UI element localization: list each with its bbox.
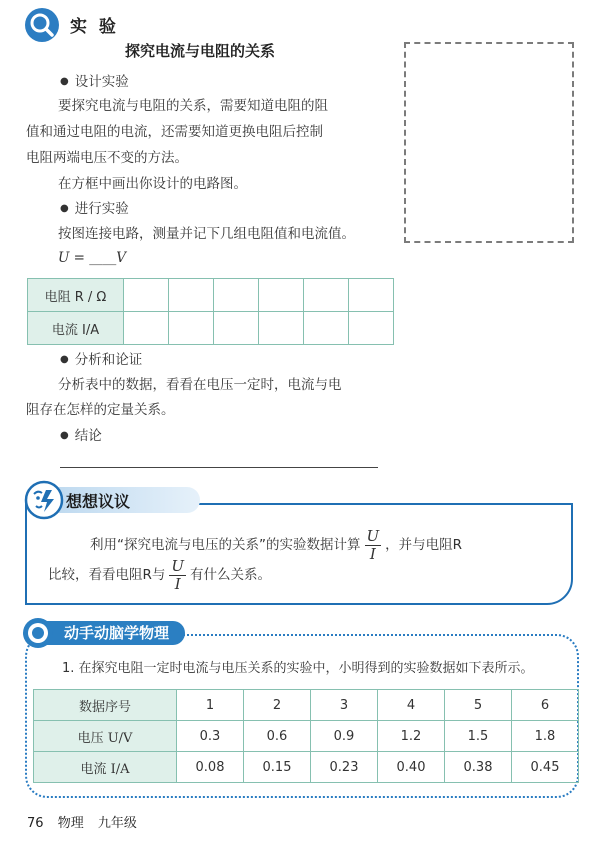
table-cell[interactable] <box>214 312 259 345</box>
table-cell: 0.9 <box>311 721 378 752</box>
page-footer <box>27 812 147 831</box>
table-cell[interactable] <box>259 312 304 345</box>
discuss-line1-tail: ，并与电阻R <box>385 537 463 553</box>
table-row <box>34 690 579 721</box>
resistance-current-table <box>27 278 394 345</box>
conclusion-answer-line[interactable] <box>60 467 378 468</box>
table-cell: 0.23 <box>311 752 378 783</box>
table-header-cell: 3 <box>311 690 378 721</box>
table-cell: 1.5 <box>445 721 512 752</box>
table-row <box>34 752 579 783</box>
voltage-label: U = ____V <box>58 250 127 266</box>
table-cell: 1.2 <box>378 721 445 752</box>
table-row <box>34 721 579 752</box>
target-icon <box>22 617 54 649</box>
page-number: 76 <box>27 816 44 831</box>
design-para-line1: 要探究电流与电阻的关系，需要知道电阻的阻 <box>58 98 328 114</box>
fraction-numerator: U <box>366 526 380 545</box>
table-cell: 0.15 <box>244 752 311 783</box>
design-para-line2: 值和通过电阻的电流，还需要知道更换电阻后控制 <box>26 124 323 140</box>
discuss-line2 <box>48 557 271 593</box>
table-row-header-current: 电流 I/A <box>28 312 124 345</box>
table-cell: 0.40 <box>378 752 445 783</box>
table-cell[interactable] <box>259 279 304 312</box>
table-cell: 0.3 <box>177 721 244 752</box>
design-para-line3: 电阻两端电压不变的方法。 <box>26 150 188 166</box>
footer-subject: 物理 <box>57 816 84 831</box>
conduct-para: 按图连接电路，测量并记下几组电阻值和电流值。 <box>58 226 355 242</box>
discuss-title: 想想议议 <box>66 492 131 511</box>
table-row-header-resistance: 电阻 R / Ω <box>28 279 124 312</box>
fraction-numerator: U <box>171 556 185 575</box>
discuss-line2-text: 比较，看看电阻R与 <box>48 567 166 583</box>
table-header-cell: 6 <box>512 690 579 721</box>
table-header-cell: 5 <box>445 690 512 721</box>
circuit-drawing-box[interactable] <box>404 42 574 243</box>
magnifier-icon <box>24 7 60 43</box>
table-cell[interactable] <box>124 312 169 345</box>
fraction-denominator: I <box>365 545 382 563</box>
table-row-header-current: 电流 I/A <box>34 752 177 783</box>
design-heading: ● 设计实验 <box>60 70 129 96</box>
table-header-cell: 2 <box>244 690 311 721</box>
table-row <box>28 312 394 345</box>
analysis-heading: ● 分析和论证 <box>60 348 142 374</box>
analysis-line1: 分析表中的数据，看看在电压一定时，电流与电 <box>58 377 342 393</box>
design-para2: 在方框中画出你设计的电路图。 <box>58 176 247 192</box>
table-header-cell: 4 <box>378 690 445 721</box>
experiment-subtitle: 探究电流与电阻的关系 <box>125 42 276 60</box>
discuss-line2-tail: 有什么关系。 <box>190 567 272 583</box>
table-cell[interactable] <box>124 279 169 312</box>
u-over-i-fraction <box>365 528 382 563</box>
table-cell[interactable] <box>349 312 394 345</box>
table-cell: 0.45 <box>512 752 579 783</box>
fraction-denominator: I <box>169 575 186 593</box>
table-row-header-voltage: 电压 U/V <box>34 721 177 752</box>
table-cell[interactable] <box>349 279 394 312</box>
table-cell: 1.8 <box>512 721 579 752</box>
footer-grade: 九年级 <box>97 816 137 831</box>
table-cell: 0.6 <box>244 721 311 752</box>
hands-on-question: 1. 在探究电阻一定时电流与电压关系的实验中，小明得到的实验数据如下表所示。 <box>62 661 534 676</box>
discussion-face-icon <box>24 480 64 520</box>
hands-on-title: 动手动脑学物理 <box>64 624 170 642</box>
conclusion-heading: ● 结论 <box>60 424 102 450</box>
analysis-line2: 阻存在怎样的定量关系。 <box>26 402 175 418</box>
discuss-line1-text: 利用“探究电流与电压的关系”的实验数据计算 <box>90 537 361 553</box>
conduct-heading: ● 进行实验 <box>60 197 129 223</box>
table-cell: 0.08 <box>177 752 244 783</box>
table-cell[interactable] <box>169 279 214 312</box>
section-title: 实 验 <box>70 17 119 37</box>
table-cell[interactable] <box>169 312 214 345</box>
table-cell: 0.38 <box>445 752 512 783</box>
table-cell[interactable] <box>214 279 259 312</box>
table-cell[interactable] <box>304 279 349 312</box>
u-over-i-fraction <box>169 558 186 593</box>
voltage-current-table <box>33 689 579 783</box>
table-header-cell: 1 <box>177 690 244 721</box>
table-cell[interactable] <box>304 312 349 345</box>
table-header-cell: 数据序号 <box>34 690 177 721</box>
table-row <box>28 279 394 312</box>
